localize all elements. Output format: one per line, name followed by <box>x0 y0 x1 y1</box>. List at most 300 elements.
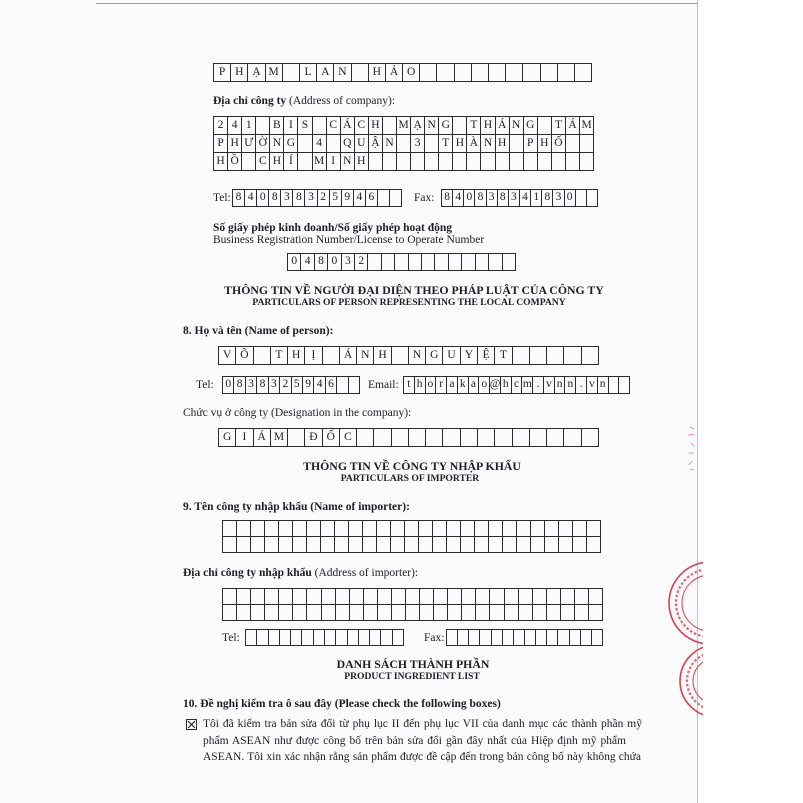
char-box <box>573 537 587 552</box>
char-box <box>223 589 237 604</box>
char-box <box>462 589 476 604</box>
company-address-label-vi: Địa chỉ công ty <box>213 95 287 107</box>
char-box <box>517 521 531 536</box>
char-box: M <box>271 429 288 446</box>
char-box <box>265 521 279 536</box>
char-box: H <box>369 64 386 81</box>
char-box <box>513 347 530 364</box>
char-box: G <box>439 117 453 134</box>
importer-address-label-vi: Địa chỉ công ty nhập khẩu <box>183 567 312 579</box>
char-box: 0 <box>565 190 576 206</box>
char-box: o <box>426 377 437 393</box>
char-box: 3 <box>342 254 355 270</box>
char-box <box>505 589 519 604</box>
char-box <box>335 537 349 552</box>
representative-email-boxes <box>403 376 630 394</box>
char-box: 1 <box>242 117 256 134</box>
char-box <box>609 377 620 393</box>
char-box <box>513 429 530 446</box>
importer-name-line-1 <box>222 520 601 537</box>
char-box <box>533 589 547 604</box>
char-box <box>279 521 293 536</box>
char-box <box>307 589 321 604</box>
char-box <box>559 521 573 536</box>
char-box <box>293 605 307 620</box>
char-box: 5 <box>292 377 303 393</box>
char-box <box>349 537 363 552</box>
char-box: 0 <box>328 254 341 270</box>
char-box <box>489 521 503 536</box>
char-box: Ệ <box>478 347 495 364</box>
char-box <box>589 605 602 620</box>
importer-address-label <box>183 566 418 580</box>
char-box <box>547 347 564 364</box>
char-box <box>350 589 364 604</box>
char-box <box>265 589 279 604</box>
char-box <box>425 135 439 152</box>
char-box: 8 <box>315 254 328 270</box>
char-box: U <box>355 135 369 152</box>
char-box <box>325 630 336 645</box>
char-box <box>489 254 502 270</box>
char-box <box>580 153 593 170</box>
char-box <box>298 135 312 152</box>
char-box: 8 <box>498 190 509 206</box>
top-field-boxes <box>213 63 592 82</box>
char-box: Ị <box>305 347 322 364</box>
char-box <box>393 630 403 645</box>
char-box <box>321 521 335 536</box>
char-box: U <box>443 347 460 364</box>
char-box: v <box>544 377 555 393</box>
char-box <box>251 521 265 536</box>
representative-email-label: Email: <box>368 379 399 391</box>
char-box <box>449 254 462 270</box>
char-box: 3 <box>487 190 498 206</box>
char-box <box>524 153 538 170</box>
char-box: Á <box>254 429 271 446</box>
char-box <box>411 153 425 170</box>
char-box <box>589 589 602 604</box>
char-box <box>453 153 467 170</box>
char-box: 0 <box>257 190 269 206</box>
char-box <box>419 537 433 552</box>
char-box: M <box>313 153 327 170</box>
char-box: G <box>524 117 538 134</box>
char-box: T <box>552 117 566 134</box>
char-box <box>405 537 419 552</box>
char-box <box>575 605 589 620</box>
char-box <box>406 605 420 620</box>
char-box <box>489 64 506 81</box>
char-box <box>525 630 536 645</box>
char-box: T <box>495 347 512 364</box>
char-box: T <box>467 117 481 134</box>
char-box: G <box>284 135 298 152</box>
char-box <box>363 521 377 536</box>
char-box: P <box>524 135 538 152</box>
check-boxes-label: 10. Đề nghị kiểm tra ô sau đây (Please check the following boxes) <box>183 698 501 710</box>
char-box <box>409 254 422 270</box>
char-box: n <box>555 377 566 393</box>
char-box <box>327 135 341 152</box>
char-box <box>566 153 580 170</box>
char-box <box>265 537 279 552</box>
representative-heading-vi: THÔNG TIN VỀ NGƯỜI ĐẠI DIỆN THEO PHÁP LUẬT CỦA CÔNG TY <box>224 283 604 297</box>
char-box: 4 <box>313 135 327 152</box>
char-box: 2 <box>280 377 291 393</box>
char-box <box>390 190 401 206</box>
char-box <box>476 589 490 604</box>
char-box <box>314 630 325 645</box>
company-fax-label: Fax: <box>414 192 435 204</box>
char-box: M <box>581 118 592 131</box>
char-box <box>357 429 374 446</box>
char-box <box>580 135 593 152</box>
char-box <box>420 64 437 81</box>
char-box <box>564 429 581 446</box>
char-box: 5 <box>330 190 342 206</box>
char-box: Ậ <box>369 135 383 152</box>
char-box <box>420 589 434 604</box>
char-box: 8 <box>234 377 245 393</box>
char-box <box>506 64 523 81</box>
char-box <box>552 153 566 170</box>
char-box <box>381 630 392 645</box>
char-box: Ạ <box>248 64 265 81</box>
char-box <box>406 589 420 604</box>
char-box <box>392 429 409 446</box>
char-box <box>467 153 481 170</box>
char-box: Ố <box>552 135 566 152</box>
char-box: H <box>270 153 284 170</box>
char-box <box>313 117 327 134</box>
char-box: 0 <box>223 377 234 393</box>
char-box: 3 <box>269 377 280 393</box>
char-box <box>364 589 378 604</box>
company-fax-boxes <box>441 189 598 207</box>
char-box: a <box>447 377 458 393</box>
char-box <box>519 605 533 620</box>
char-box: C <box>327 117 341 134</box>
char-box: N <box>481 135 495 152</box>
company-address-line-1 <box>213 116 594 135</box>
char-box <box>397 153 411 170</box>
char-box <box>254 347 271 364</box>
char-box: 0 <box>464 190 475 206</box>
char-box <box>517 537 531 552</box>
char-box: t <box>404 377 415 393</box>
char-box <box>503 254 515 270</box>
char-box <box>265 605 279 620</box>
business-license-boxes <box>287 253 516 271</box>
char-box <box>561 589 575 604</box>
char-box <box>257 630 268 645</box>
char-box: Á <box>341 117 355 134</box>
char-box <box>350 605 364 620</box>
char-box: 3 <box>509 190 520 206</box>
char-box <box>369 153 383 170</box>
char-box: v <box>587 377 598 393</box>
char-box <box>280 630 291 645</box>
char-box: 0 <box>288 254 301 270</box>
char-box <box>237 537 251 552</box>
char-box <box>547 589 561 604</box>
char-box <box>359 630 370 645</box>
char-box <box>352 64 369 81</box>
char-box <box>374 429 391 446</box>
char-box <box>349 377 359 393</box>
char-box <box>223 605 237 620</box>
char-box <box>251 537 265 552</box>
char-box <box>336 589 350 604</box>
char-box <box>478 429 495 446</box>
char-box: H <box>538 135 552 152</box>
char-box <box>582 347 598 364</box>
char-box <box>545 537 559 552</box>
checkbox-checked-icon <box>186 719 197 730</box>
char-box: 4 <box>354 190 366 206</box>
char-box: N <box>425 117 439 134</box>
char-box <box>322 605 336 620</box>
char-box: Í <box>284 153 298 170</box>
char-box <box>447 537 461 552</box>
char-box: 2 <box>355 254 368 270</box>
char-box: c <box>512 377 523 393</box>
char-box <box>461 429 478 446</box>
char-box: B <box>270 117 284 134</box>
char-box <box>570 630 581 645</box>
char-box: 3 <box>553 190 564 206</box>
char-box: H <box>288 347 305 364</box>
char-box <box>363 537 377 552</box>
char-box: T <box>439 135 453 152</box>
char-box: M <box>397 117 411 134</box>
char-box: 3 <box>281 190 293 206</box>
char-box <box>462 605 476 620</box>
importer-tel-boxes <box>245 629 404 646</box>
representative-designation-label: Chức vụ ở công ty (Designation in the company): <box>183 407 412 419</box>
char-box <box>434 605 448 620</box>
char-box <box>561 605 575 620</box>
char-box <box>547 605 561 620</box>
char-box <box>510 153 524 170</box>
char-box <box>378 605 392 620</box>
char-box <box>391 537 405 552</box>
importer-fax-label: Fax: <box>424 632 445 644</box>
char-box <box>439 153 453 170</box>
representative-heading-en: PARTICULARS OF PERSON REPRESENTING THE LOCAL COMPANY <box>252 297 566 308</box>
char-box: 8 <box>233 190 245 206</box>
char-box <box>533 605 547 620</box>
char-box: 6 <box>366 190 378 206</box>
char-box: H <box>481 117 495 134</box>
char-box <box>448 605 462 620</box>
char-box <box>443 429 460 446</box>
char-box <box>405 521 419 536</box>
char-box <box>293 537 307 552</box>
char-box <box>433 537 447 552</box>
char-box: H <box>496 135 510 152</box>
representative-designation-boxes <box>218 428 599 447</box>
char-box <box>476 254 489 270</box>
char-box <box>531 537 545 552</box>
char-box: 4 <box>301 254 314 270</box>
char-box: 4 <box>245 190 257 206</box>
char-box: T <box>271 347 288 364</box>
char-box: 1 <box>531 190 542 206</box>
char-box <box>581 630 592 645</box>
char-box <box>302 630 313 645</box>
char-box: k <box>458 377 469 393</box>
char-box: Ờ <box>256 135 270 152</box>
char-box: Ồ <box>228 153 242 170</box>
char-box <box>587 190 597 206</box>
char-box <box>337 377 348 393</box>
char-box <box>469 630 480 645</box>
char-box <box>575 64 591 81</box>
char-box <box>475 537 489 552</box>
checkbox-x-mark <box>188 721 195 728</box>
char-box <box>397 135 411 152</box>
char-box <box>392 347 409 364</box>
char-box <box>619 377 629 393</box>
char-box <box>382 254 395 270</box>
char-box <box>503 537 517 552</box>
char-box: 4 <box>314 377 325 393</box>
char-box: . <box>533 377 544 393</box>
char-box: a <box>469 377 480 393</box>
char-box: G <box>219 429 236 446</box>
char-box: N <box>409 347 426 364</box>
char-box <box>461 537 475 552</box>
char-box: C <box>340 429 357 446</box>
char-box <box>437 64 454 81</box>
char-box <box>587 537 600 552</box>
char-box <box>530 429 547 446</box>
char-box <box>242 153 256 170</box>
char-box <box>519 589 533 604</box>
char-box: I <box>327 153 341 170</box>
char-box: 3 <box>411 135 425 152</box>
char-box: 8 <box>475 190 486 206</box>
char-box <box>378 190 390 206</box>
char-box <box>425 153 439 170</box>
char-box: V <box>219 347 236 364</box>
char-box <box>378 589 392 604</box>
char-box: I <box>236 429 253 446</box>
char-box <box>279 589 293 604</box>
char-box: 3 <box>246 377 257 393</box>
char-box <box>455 64 472 81</box>
char-box: h <box>415 377 426 393</box>
char-box: A <box>317 64 334 81</box>
importer-heading-vi: THÔNG TIN VỀ CÔNG TY NHẬP KHẨU <box>303 459 521 473</box>
char-box <box>447 521 461 536</box>
char-box <box>536 630 547 645</box>
char-box <box>409 429 426 446</box>
char-box: 8 <box>257 377 268 393</box>
char-box: Õ <box>236 347 253 364</box>
char-box: N <box>270 135 284 152</box>
char-box <box>419 521 433 536</box>
importer-heading-en: PARTICULARS OF IMPORTER <box>340 473 480 484</box>
char-box: 8 <box>542 190 553 206</box>
char-box: r <box>436 377 447 393</box>
char-box <box>492 630 503 645</box>
char-box <box>420 605 434 620</box>
char-box <box>480 630 491 645</box>
char-box: 3 <box>305 190 317 206</box>
char-box <box>490 589 504 604</box>
char-box: N <box>334 64 351 81</box>
char-box <box>392 589 406 604</box>
char-box: 8 <box>269 190 281 206</box>
char-box <box>472 64 489 81</box>
char-box <box>283 64 300 81</box>
char-box <box>251 605 265 620</box>
char-box <box>541 64 558 81</box>
char-box: 9 <box>303 377 314 393</box>
importer-tel-label: Tel: <box>222 632 240 644</box>
char-box <box>383 117 397 134</box>
char-box <box>288 429 305 446</box>
char-box <box>269 630 280 645</box>
statement-line-3: ASEAN. Tôi xin xác nhận rằng sản phẩm được đề cập đến trong bản công bố này không chứa <box>203 751 641 763</box>
char-box <box>322 589 336 604</box>
char-box <box>582 429 598 446</box>
char-box <box>575 589 589 604</box>
char-box <box>223 537 237 552</box>
char-box: G <box>426 347 443 364</box>
char-box <box>576 190 587 206</box>
char-box <box>559 537 573 552</box>
char-box <box>422 254 435 270</box>
char-box <box>377 521 391 536</box>
char-box: n <box>565 377 576 393</box>
char-box <box>564 347 581 364</box>
business-license-label-vi: Số giấy phép kinh doanh/Số giấy phép hoạt động <box>213 222 453 234</box>
importer-address-label-en: (Address of importer): <box>314 567 419 579</box>
char-box <box>246 630 257 645</box>
red-stamp <box>660 415 703 725</box>
char-box: 4 <box>453 190 464 206</box>
char-box: 6 <box>326 377 337 393</box>
char-box: o <box>479 377 490 393</box>
char-box <box>530 347 547 364</box>
company-tel-label: Tel: <box>213 192 231 204</box>
char-box <box>335 521 349 536</box>
char-box: Ố <box>323 429 340 446</box>
char-box: Ả <box>386 64 403 81</box>
statement-line-2: phẩm ASEAN như được công bố trên bản sửa đổi gần đây nhất của Hiệp định mỹ phẩm <box>203 735 626 747</box>
char-box <box>435 254 448 270</box>
char-box <box>336 605 350 620</box>
char-box <box>391 521 405 536</box>
company-tel-boxes <box>232 189 402 207</box>
char-box: 8 <box>442 190 453 206</box>
char-box: h <box>501 377 512 393</box>
char-box: Đ <box>305 429 322 446</box>
char-box: . <box>576 377 587 393</box>
char-box: H <box>369 117 383 134</box>
char-box <box>458 630 469 645</box>
char-box <box>291 630 302 645</box>
char-box <box>531 521 545 536</box>
char-box <box>434 589 448 604</box>
char-box: H <box>228 135 242 152</box>
representative-name-boxes <box>218 346 599 365</box>
